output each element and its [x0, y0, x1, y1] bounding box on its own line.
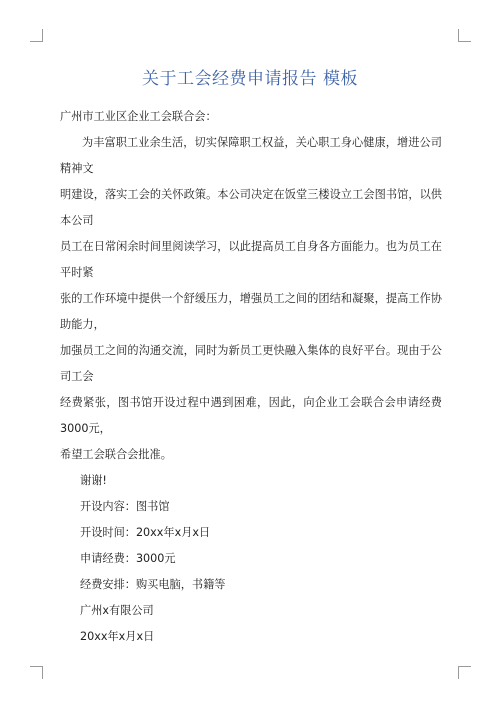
signature-date: 20xx年x月x日	[80, 630, 155, 643]
paragraph-line: 经费紧张，图书馆开设过程中遇到困难，因此，向企业工会联合会申请经费3000元，	[60, 396, 442, 435]
paragraph-line: 为丰富职工业余生活，切实保障职工权益，关心职工身心健康，增进公司精神文	[60, 136, 442, 175]
detail-content: 开设内容：图书馆	[80, 500, 170, 513]
crop-mark-top-left	[30, 29, 43, 42]
company-name: 广州x有限公司	[80, 604, 154, 617]
detail-funding: 申请经费：3000元	[80, 552, 176, 565]
document-title: 关于工会经费申请报告 模板	[142, 69, 358, 89]
document-body	[60, 104, 442, 650]
detail-allocation: 经费安排：购买电脑，书籍等	[80, 578, 226, 591]
detail-time: 开设时间：20xx年x月x日	[80, 526, 211, 539]
paragraph-line: 员工在日常闲余时间里阅读学习，以此提高员工自身各方面能力。也为员工在平时紧	[60, 240, 442, 279]
paragraph-line: 张的工作环境中提供一个舒缓压力，增强员工之间的团结和凝聚，提高工作协助能力，	[60, 292, 442, 331]
crop-mark-top-right	[458, 29, 471, 42]
paragraph-line: 加强员工之间的沟通交流，同时为新员工更快融入集体的良好平台。现由于公司工会	[60, 344, 442, 383]
salutation: 广州市工业区企业工会联合会：	[60, 110, 217, 123]
main-paragraph	[60, 130, 442, 468]
paragraph-line: 明建设，落实工会的关怀政策。本公司决定在饭堂三楼设立工会图书馆，以供本公司	[60, 188, 442, 227]
paragraph-line: 希望工会联合会批准。	[60, 448, 172, 461]
crop-mark-bottom-left	[30, 666, 43, 679]
thanks-line: 谢谢!	[80, 474, 107, 487]
crop-mark-bottom-right	[458, 666, 471, 679]
